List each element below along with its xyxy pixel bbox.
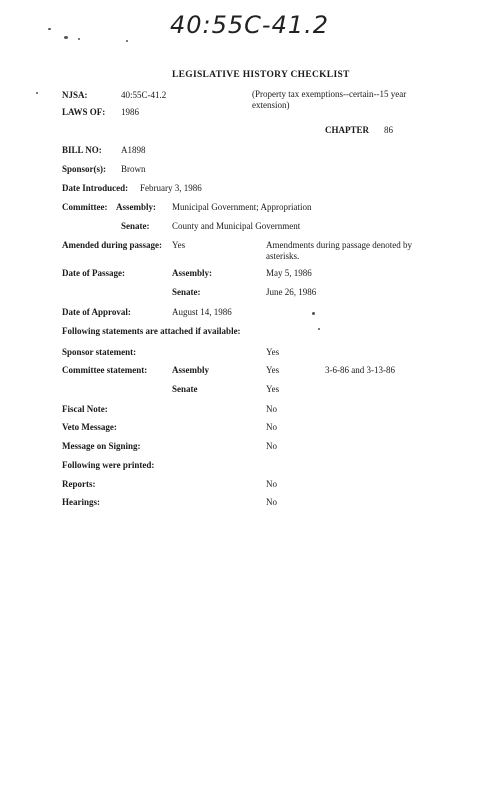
amended-note: Amendments during passage denoted by asterisks. [266, 240, 412, 261]
amended-value: Yes [172, 240, 186, 250]
date-of-approval-value: August 14, 1986 [172, 307, 232, 317]
date-of-passage-label: Date of Passage: [62, 268, 125, 278]
sponsor-statement-value: Yes [266, 347, 280, 357]
njsa-label: NJSA: [62, 90, 88, 100]
scan-speck [64, 36, 68, 39]
page-title: LEGISLATIVE HISTORY CHECKLIST [172, 70, 350, 80]
committee-statement-senate-value: Yes [266, 384, 280, 394]
reports-value: No [266, 479, 277, 489]
veto-message-label: Veto Message: [62, 422, 117, 432]
committee-label: Committee: [62, 202, 108, 212]
date-introduced-value: February 3, 1986 [140, 183, 202, 193]
hearings-value: No [266, 497, 277, 507]
committee-statement-label: Committee statement: [62, 365, 148, 375]
laws-of-value: 1986 [121, 107, 139, 117]
committee-senate-value: County and Municipal Government [172, 221, 301, 231]
message-on-signing-value: No [266, 441, 277, 451]
bill-no-value: A1898 [121, 145, 146, 155]
laws-of-label: LAWS OF: [62, 107, 106, 117]
committee-senate-label: Senate: [121, 221, 150, 231]
committee-statement-dates: 3-6-86 and 3-13-86 [325, 365, 395, 375]
scan-speck [312, 312, 315, 315]
scan-speck [36, 92, 38, 94]
sponsor-statement-label: Sponsor statement: [62, 347, 137, 357]
hearings-label: Hearings: [62, 497, 100, 507]
date-introduced-label: Date Introduced: [62, 183, 129, 193]
scan-speck [78, 38, 80, 40]
subject-note: (Property tax exemptions--certain--15 year extension) [252, 89, 407, 110]
bill-no-label: BILL NO: [62, 145, 102, 155]
chapter-value: 86 [384, 125, 393, 135]
fiscal-note-label: Fiscal Note: [62, 404, 108, 414]
sponsors-label: Sponsor(s): [62, 164, 107, 174]
committee-statement-senate-label: Senate [172, 384, 198, 394]
committee-assembly-label: Assembly: [116, 202, 156, 212]
chapter-label: CHAPTER [325, 125, 370, 135]
scan-speck [48, 28, 51, 30]
veto-message-value: No [266, 422, 277, 432]
passage-assembly-value: May 5, 1986 [266, 268, 312, 278]
scan-speck [318, 328, 320, 330]
committee-statement-assembly-value: Yes [266, 365, 280, 375]
printed-heading: Following were printed: [62, 460, 155, 470]
amended-label: Amended during passage: [62, 240, 163, 250]
passage-senate-label: Senate: [172, 287, 201, 297]
committee-statement-assembly-label: Assembly [172, 365, 210, 375]
njsa-value: 40:55C-41.2 [121, 90, 167, 100]
passage-assembly-label: Assembly: [172, 268, 212, 278]
message-on-signing-label: Message on Signing: [62, 441, 141, 451]
scan-speck [126, 40, 128, 42]
statements-attached-heading: Following statements are attached if available: [62, 326, 241, 336]
sponsors-value: Brown [121, 164, 146, 174]
handwritten-statute-number: 40:55C-41.2 [170, 11, 330, 39]
reports-label: Reports: [62, 479, 96, 489]
committee-assembly-value: Municipal Government; Appropriation [172, 202, 312, 212]
passage-senate-value: June 26, 1986 [266, 287, 317, 297]
date-of-approval-label: Date of Approval: [62, 307, 131, 317]
fiscal-note-value: No [266, 404, 277, 414]
